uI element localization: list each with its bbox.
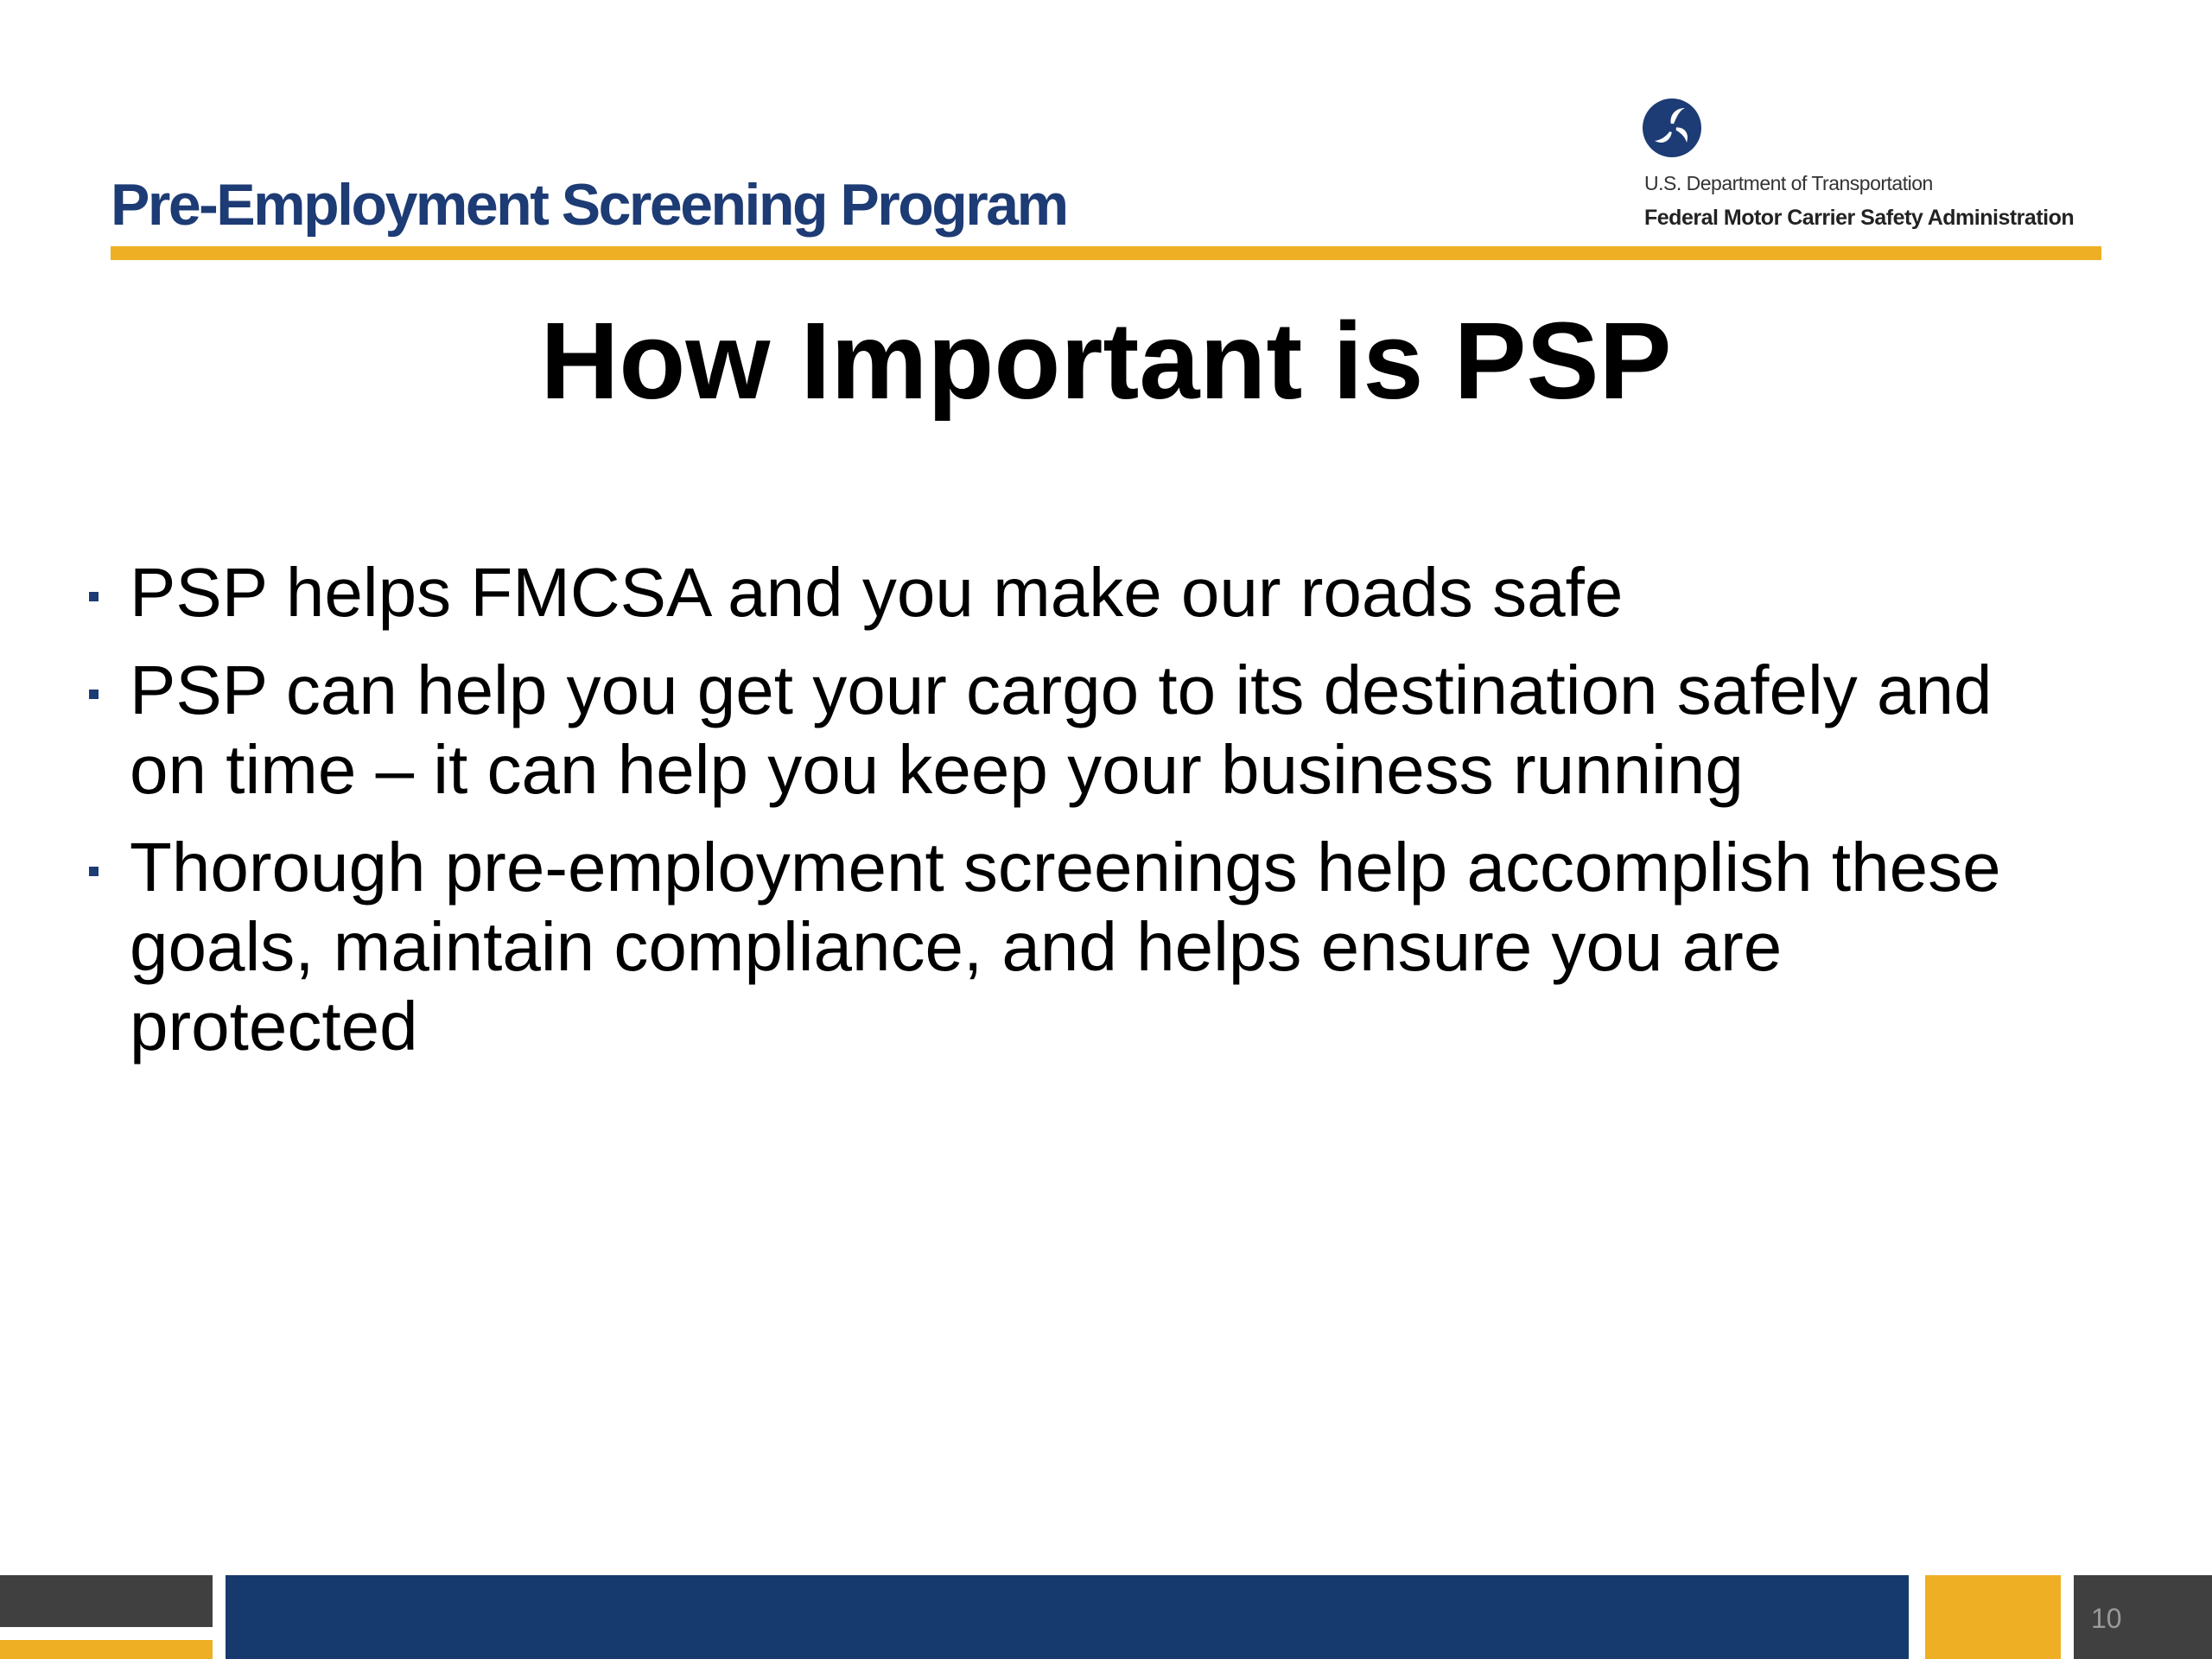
program-title: Pre-Employment Screening Program bbox=[111, 172, 1067, 238]
bullet-item bbox=[86, 553, 2074, 632]
slide-title: How Important is PSP bbox=[540, 300, 1672, 422]
bullet-item bbox=[86, 651, 2074, 810]
square-bullet-icon bbox=[89, 690, 99, 699]
agency-administration-label: Federal Motor Carrier Safety Administration bbox=[1644, 206, 2075, 230]
bullet-list bbox=[86, 553, 2074, 1084]
bullet-item bbox=[86, 828, 2074, 1066]
bullet-text: PSP helps FMCSA and you make our roads safe bbox=[130, 554, 1624, 631]
square-bullet-icon bbox=[89, 592, 99, 601]
bullet-text: Thorough pre-employment screenings help accomplish these goals, maintain compliance, and helps ensure you are protected bbox=[130, 829, 2001, 1065]
agency-department-label: U.S. Department of Transportation bbox=[1644, 172, 1933, 194]
footer-blue-bar bbox=[226, 1575, 1909, 1659]
page-number: 10 bbox=[2091, 1603, 2122, 1634]
dot-logo-icon bbox=[1642, 98, 1702, 158]
bullet-text: PSP can help you get your cargo to its destination safely and on time – it can help you keep your business running bbox=[130, 652, 1993, 808]
footer-gold-block bbox=[1925, 1575, 2061, 1659]
square-bullet-icon bbox=[89, 867, 99, 876]
footer-gold-strip bbox=[0, 1640, 213, 1659]
footer-gray-block bbox=[0, 1575, 213, 1627]
header-divider bbox=[111, 246, 2101, 260]
